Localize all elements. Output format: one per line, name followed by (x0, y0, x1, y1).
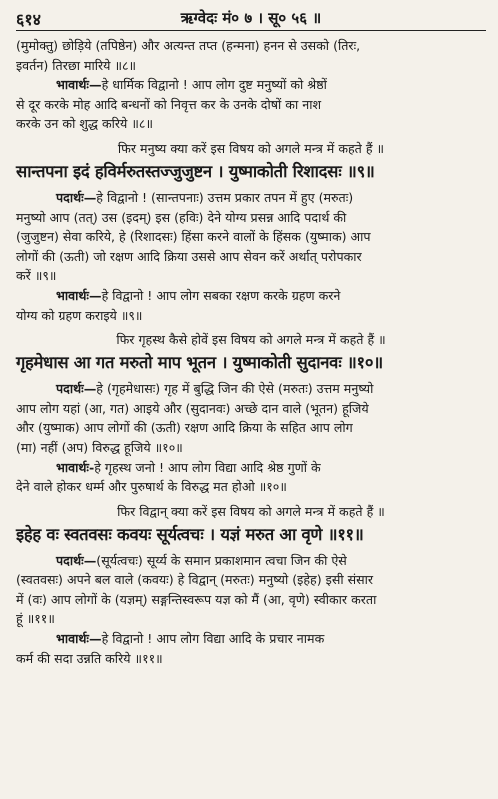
padartha-paragraph (16, 379, 486, 457)
paragraph-line: (मा) नहीं (अप) विरुद्ध हूजिये ॥१०॥ (16, 439, 183, 455)
page-number: ६१४ (16, 10, 41, 29)
paragraph-first-line (16, 551, 486, 571)
paragraph-label: भावार्थः— (56, 77, 102, 93)
paragraph-line: देने वाले होकर धर्म्म और पुरुषार्थ के विरुद्ध मत होओ ॥१०॥ (16, 479, 287, 495)
paragraph-line: इवर्तन) तिरछा मारिये ॥८॥ (16, 57, 137, 73)
paragraph-first-text: हे विद्वानो ! आप लोग सबका रक्षण करके ग्रहण करने (101, 287, 341, 303)
continued-paragraph (16, 36, 486, 75)
section-intro: फिर विद्वान् क्या करें इस विषय को अगले मन्त्र में कहते हैं ॥ (117, 503, 385, 519)
padartha-paragraph (16, 188, 486, 286)
bhavartha-paragraph (16, 629, 486, 668)
bhavartha-paragraph (16, 75, 486, 134)
paragraph-line: (मुमोक्तु) छोड़िये (तपिष्ठेन) और अत्यन्त तप्त (हन्मना) हनन से उसको (तिरः, (16, 38, 361, 53)
paragraph-label: भावार्थः— (56, 631, 102, 647)
paragraph-label: पदार्थः— (56, 189, 97, 205)
bhavartha-paragraph (16, 458, 486, 497)
paragraph-first-line (16, 75, 486, 95)
paragraph-first-text: हे विद्वानो ! (सान्तपनाः) उत्तम प्रकार तपन में हुए (मरुतः) (96, 189, 354, 205)
paragraph-first-text: (सूर्यत्वचः) सूर्य्य के समान प्रकाशमान त्वचा जिन की ऐसे (96, 552, 347, 568)
paragraph-first-text: हे (गृहमेधासः) गृह में बुद्धि जिन की ऐसे (मरुतः) उत्तम मनुष्यो (96, 381, 374, 397)
paragraph-first-text: हे विद्वानो ! आप लोग विद्या आदि के प्रचार नामक (101, 631, 325, 647)
paragraph-label: भावार्थः— (56, 287, 102, 303)
paragraph-label: भावार्थः- (56, 459, 95, 475)
paragraph-line: हूं ॥११॥ (16, 611, 55, 627)
paragraph-first-line (16, 286, 486, 306)
page-header (16, 6, 486, 31)
paragraph-line: कर्म की सदा उन्नति करिये ॥११॥ (16, 650, 163, 666)
paragraph-first-line (16, 458, 486, 478)
bhavartha-paragraph (16, 286, 486, 325)
paragraph-first-text: हे धार्मिक विद्वानो ! आप लोग दुष्ट मनुष्यों को श्रेष्ठों (101, 77, 327, 93)
mantra-verse: सान्तपना इदं हविर्मरुतस्तज्जुजुष्टन । युष्माकोती रिशादसः ॥९॥ (16, 161, 375, 181)
paragraph-line: योग्य को ग्रहण कराइये ॥९॥ (16, 307, 143, 323)
mantra-verse: इहेह वः स्वतवसः कवयः सूर्यत्वचः । यज्ञं मरुत आ वृणे ॥११॥ (16, 524, 364, 544)
section-intro: फिर मनुष्य क्या करें इस विषय को अगले मन्त्र में कहते हैं ॥ (117, 140, 385, 156)
paragraph-line: में (वः) आप लोगों के (यज्ञम्) सङ्गन्तिस्वरूप यज्ञ को मैं (आ, वृणे) स्वीकार करता (16, 591, 377, 607)
mantra-verse: गृहमेधास आ गत मरुतो माप भूतन । युष्माकोती सुदानवः ॥१०॥ (16, 353, 383, 373)
padartha-paragraph (16, 551, 486, 629)
paragraph-line: (जुजुष्टन) सेवा करिये, हे (रिशादसः) हिंसा करने वालों के हिंसक (युष्माक) आप (16, 229, 371, 245)
paragraph-first-line (16, 188, 486, 208)
paragraph-line: से दूर करके मोह आदि बन्धनों को निवृत्त कर के उनके दोषों का नाश (16, 96, 322, 112)
paragraph-line: करें ॥९॥ (16, 268, 57, 284)
paragraph-line: करके उन को शुद्ध करिये ॥८॥ (16, 116, 153, 132)
paragraph-label: पदार्थः— (56, 552, 97, 568)
paragraph-line: आप लोग यहां (आ, गत) आइये और (सुदानवः) अच्छे दान वाले (भूतन) हूजिये (16, 400, 369, 416)
running-title: ऋग्वेदः मं० ७ । सू० ५६ ॥ (180, 9, 322, 27)
paragraph-first-line (16, 629, 486, 649)
section-intro: फिर गृहस्थ कैसे होवें इस विषय को अगले मन्त्र में कहते हैं ॥ (116, 332, 386, 348)
paragraph-label: पदार्थः— (56, 381, 97, 397)
paragraph-line: लोगों की (ऊती) जो रक्षण आदि क्रिया उससे आप सेवन करें अर्थात् परोपकार (16, 248, 362, 264)
paragraph-first-text: हे गृहस्थ जनो ! आप लोग विद्या आदि श्रेष्ठ गुणों के (94, 459, 321, 475)
paragraph-first-line (16, 379, 486, 399)
paragraph-line: (स्वतवसः) अपने बल वाले (कवयः) हे विद्वान् (मरुतः) मनुष्यो (इहेह) इसी संसार (16, 572, 374, 588)
paragraph-line: और (युष्माक) आप लोगों की (ऊती) रक्षण आदि क्रिया के सहित आप लोग (16, 420, 353, 436)
paragraph-line: मनुष्यो आप (तत्) उस (इदम्) इस (हविः) देने योग्य प्रसन्न आदि पदार्थ की (16, 209, 347, 225)
page-content (16, 36, 486, 668)
